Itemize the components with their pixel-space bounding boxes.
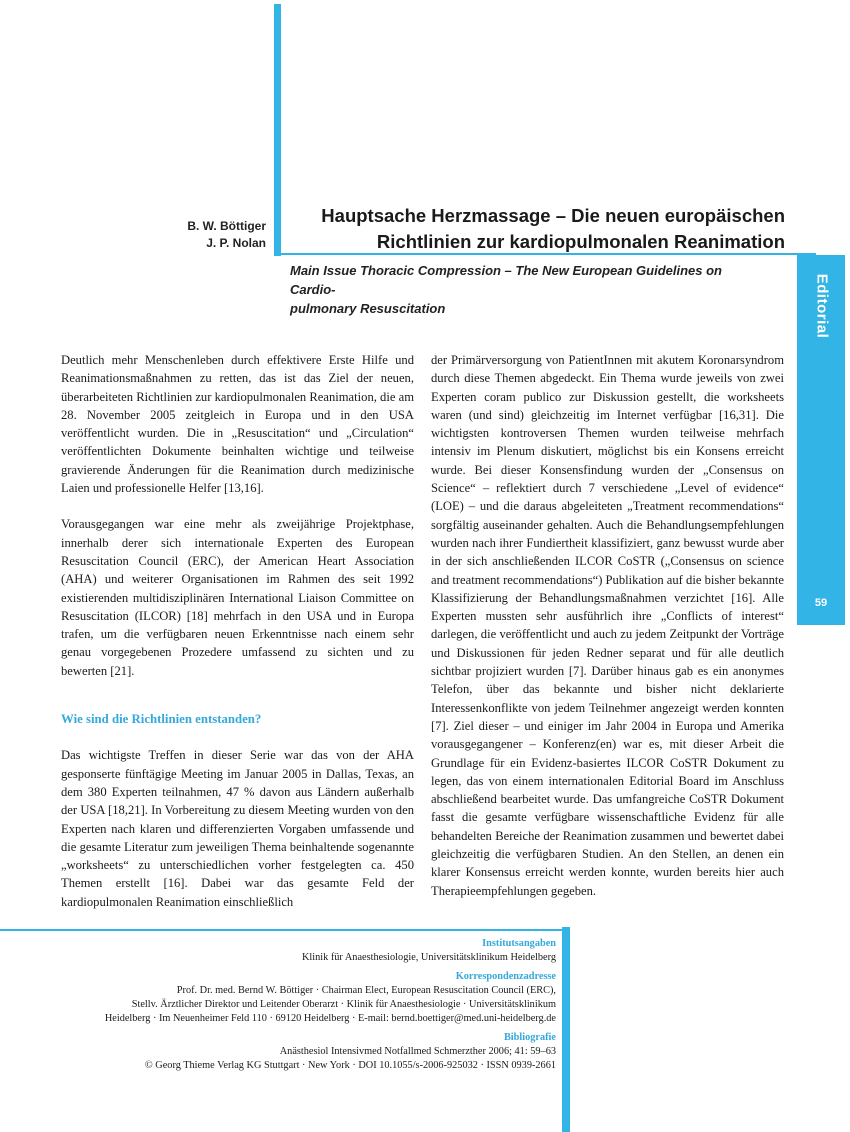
institution-text: Klinik für Anaesthesiologie, Universitätsklinikum Heidelberg xyxy=(301,952,556,963)
body-paragraph: Deutlich mehr Menschenleben durch effektivere Erste Hilfe und Reanimationsmaßnahmen zu retten, das ist das Ziel der neuen, überarbeiteten Richtlinien zur kardiopulmonalen Reanimation, die am 28. November 2005 zeitgleich in Europa und in den USA veröffentlicht wurden. Die in „Resuscitation“ und „Circulation“ veröffentlichten Dokumente beinhalten wichtige und teilweise gravierende Änderungen für die Reanimation durch medizinische Laien und professionelle Helfer [13,16]. xyxy=(61,353,414,496)
body-paragraph: Das wichtigste Treffen in dieser Serie war das von der AHA gesponserte fünftägige Meeting im Januar 2005 in Dallas, Texas, an dem 380 Experten teilnahmen, 47 % davon aus Ländern außerhalb der USA [18,21]. In Vorbereitung zu diesem Meeting wurden von den Experten nach klaren und differenzierten Vorgaben umfassende und die gesamte Literatur zum jeweiligen Thema beinhaltende sogenannte „worksheets“ zu unterschiedlichen vorher festgelegten ca. 450 Themen erstellt [16]. Dabei war das gesamte Feld der kardiopulmonalen Reanimation einschließlich xyxy=(61,748,414,909)
bibliography-heading: Bibliografie xyxy=(503,1032,556,1043)
body-paragraph: Vorausgegangen war eine mehr als zweijährige Projektphase, innerhalb derer sich internationale Experten des European Resuscitation Council (ERC), der American Heart Association (AHA) und weiterer Organisationen im Rahmen des seit 1992 existierenden multidisziplinären International Liaison Committee on Resuscitation (ILCOR) [18] mehrfach in den USA und in Europa trafen, um die verfügbaren neuen Erkenntnisse nach einem sehr genau vorgegebenen Prozedere umfassend zu sichten und zu bewerten [21]. xyxy=(61,517,414,678)
author-2: J. P. Nolan xyxy=(206,236,266,250)
correspondence-line: Prof. Dr. med. Bernd W. Böttiger · Chairman Elect, European Resuscitation Council (ERC), xyxy=(176,985,556,996)
section-heading: Wie sind die Richtlinien entstanden? xyxy=(61,712,262,727)
article-title xyxy=(290,203,785,255)
footer-divider xyxy=(0,929,562,931)
subtitle-line-1: Main Issue Thoracic Compression – The New European Guidelines on Cardio- xyxy=(290,263,722,297)
footer-accent-bar xyxy=(562,927,570,1132)
correspondence-line: Stellv. Ärztlicher Direktor und Leitender Oberarzt · Klinik für Anaesthesiologie · Universitätsklinikum xyxy=(131,999,556,1010)
bibliography-line: © Georg Thieme Verlag KG Stuttgart · New York · DOI 10.1055/s-2006-925032 · ISSN 0939-2661 xyxy=(144,1060,556,1071)
title-line-2: Richtlinien zur kardiopulmonalen Reanimation xyxy=(376,231,785,252)
page-number: 59 xyxy=(814,597,828,609)
subtitle-line-2: pulmonary Resuscitation xyxy=(290,301,446,316)
article-subtitle xyxy=(290,261,770,318)
title-line-1: Hauptsache Herzmassage – Die neuen europäischen xyxy=(321,205,785,226)
bibliography-line: Anästhesiol Intensivmed Notfallmed Schmerzther 2006; 41: 59–63 xyxy=(279,1046,556,1057)
correspondence-line: Heidelberg · Im Neuenheimer Feld 110 · 69120 Heidelberg · E-mail: bernd.boettiger@med.uni-heidelberg.de xyxy=(104,1013,556,1024)
right-column xyxy=(431,351,784,900)
left-column xyxy=(61,351,414,911)
article-footer xyxy=(20,937,556,1073)
institution-heading: Institutsangaben xyxy=(482,938,556,949)
correspondence-heading: Korrespondenzadresse xyxy=(455,971,556,982)
authors xyxy=(120,218,266,252)
body-paragraph: der Primärversorgung von PatientInnen mit akutem Koronarsyndrom durch diese Themen abgedeckt. Ein Thema wurde jeweils von zwei Experten coram publico zur Diskussion gestellt, die worksheets waren (und sind) gleichzeitig im Internet verfügbar [16,31]. Die wichtigsten kontroversen Themen wurden teilweise mehrfach intensiv im Plenum diskutiert, möglichst bis ein Konsens erreicht wurde. Bei dieser Konsensfindung wurden der „Consensus on Science“ – reflektiert durch 7 verschiedene „Level of evidence“ (LOE) – und die daraus abgeleiteten „Treatment recommendations“ sorgfältig auseinander gehalten. Auch die Behandlungsempfehlungen wurden nach ihrer Fundiertheit klassifiziert, ganz bewusst wurde aber in der sich anschließenden ILCOR CoSTR („Consensus on science and treatment recommendations“) Publikation auf die bisher bekannte Klassifizierung der Behandlungsmaßnahmen verzichtet [16]. Alle Experten mussten sehr ausführlich ihre „Conflicts of interest“ darlegen, die veröffentlicht und auch zu jedem Zeitpunkt der Vorträge und Diskussionen für jeden Redner separat und für alle deutlich sichtbar projiziert wurden [7]. Darüber hinaus gab es ein anonymes Telefon, über das bekannte und bisher nicht deklarierte Interessenkonflikte von jedem Teilnehmer angezeigt werden konnten [7]. Ziel dieser – und einiger im Jahr 2004 in Europa und Amerika vorausgegangener – Konferenz(en) war es, mit dieser Arbeit die Grundlage für ein Evidenz-basiertes ILCOR CoSTR Dokument zu legen, das von einem internationalen Editorial Board im Anschluss abschließend bearbeitet wurde. Das umfangreiche CoSTR Dokument fasst die gesamte verfügbare wissenschaftliche Evidenz für alle behandelten Bereiche der Reanimation zusammen und bewertet dabei gleichzeitig die verfügbaren Studien. An den Stellen, an denen ein klarer Konsensus erreicht werden konnte, wurden bereits hier auch Therapieempfehlungen gegeben. xyxy=(431,353,784,898)
header-accent-bar xyxy=(274,4,281,256)
section-label: Editorial xyxy=(813,273,831,339)
author-1: B. W. Böttiger xyxy=(187,219,266,233)
